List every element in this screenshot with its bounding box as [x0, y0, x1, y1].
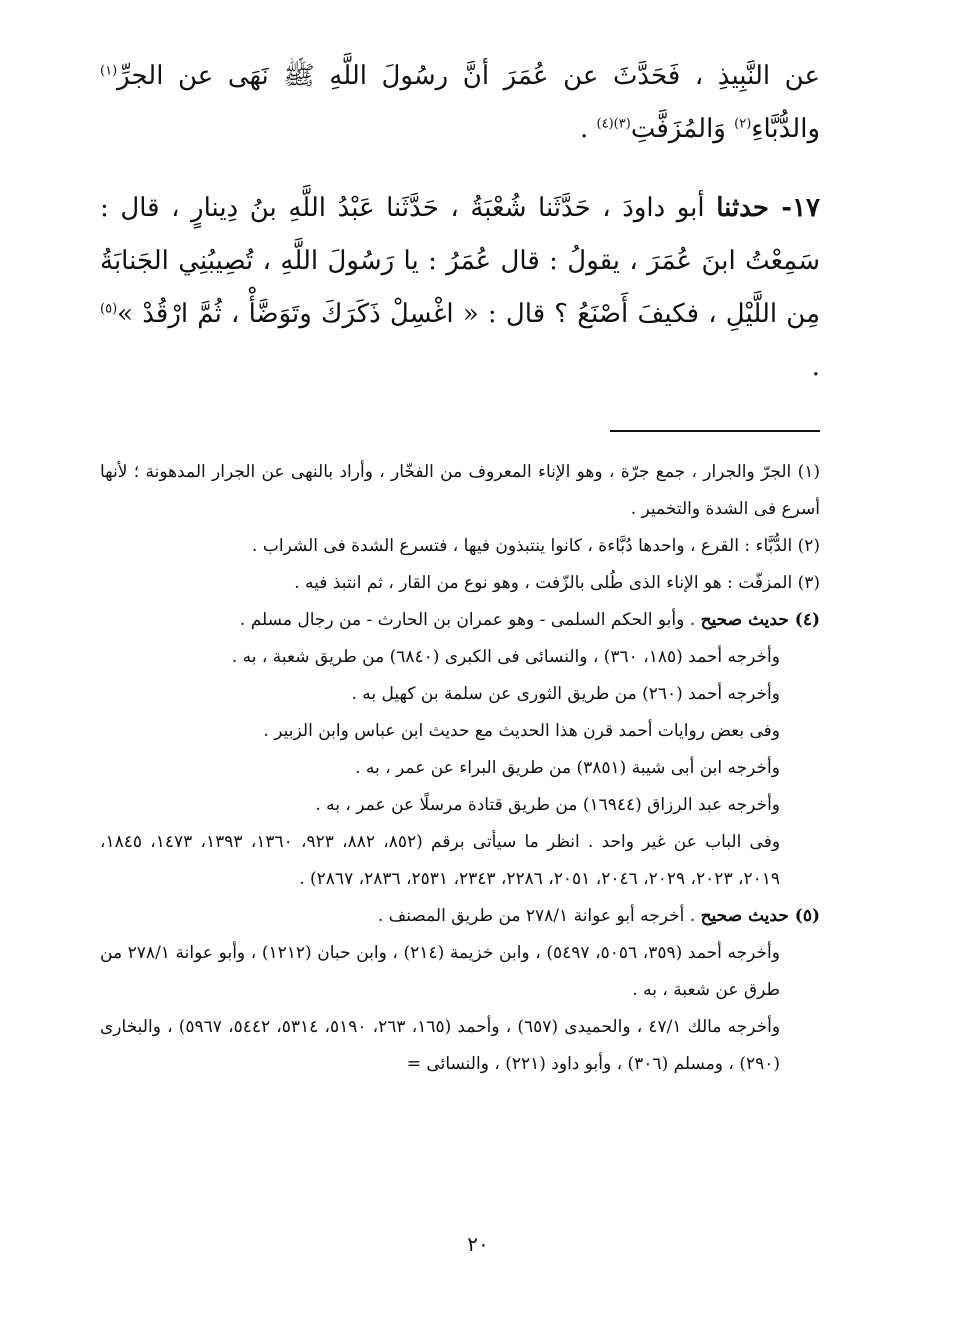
footnote-4-line: وأخرجه أحمد (١٨٥، ٣٦٠) ، والنسائى فى الكبرى (٦٨٤٠) من طريق شعبة ، به . — [231, 647, 780, 667]
footnote-5-line: وأخرجه أحمد (٣٥٩، ٥٠٥٦، ٥٤٩٧) ، وابن خزيمة (٢١٤) ، وابن حبان (١٢١٢) ، وأبو عوانة ٢٧٨/١ من طرق عن شعبة ، به . — [100, 943, 780, 1000]
footnote-4-line: وأخرجه أحمد (٢٦٠) من طريق الثورى عن سلمة بن كهيل به . — [351, 684, 780, 704]
main-text-segment: . — [811, 352, 820, 382]
footnote-text: . أخرجه أبو عوانة ٢٧٨/١ من طريق المصنف . — [377, 906, 701, 926]
footnote-4-line: وفى الباب عن غير واحد . انظر ما سيأتى برقم (٨٥٢، ٨٨٢، ٩٢٣، ١٣٦٠، ١٣٩٣، ١٤٧٣، ١٨٤٥، ٢٠١٩، ٢٠٢٣، ٢٠٢٩، ٢٠٤٦، ٢٠٥١، ٢٢٨٦، ٢٣٤٣، ٢٥٣١، ٢٨٣٦، ٢٨٦٧) . — [100, 832, 781, 889]
main-text-segment: أبو داودَ ، حَدَّثَنا شُعْبَةُ ، حَدَّثَنا عَبْدُ اللَّهِ بنُ دِينارٍ ، قال : سَمِعْتُ ابنَ عُمَرَ ، يقولُ : قال عُمَرُ : يا رَسُولَ اللَّهِ ، تُصِيبُنِي الجَنابَةُ مِن اللَّيْلِ ، فكيفَ أَصْنَعُ ؟ قال : « اغْسِلْ ذَكَرَكَ وتَوَضَّأْ ، ثُمَّ ارْقُدْ » — [100, 193, 820, 329]
footnote-grade: (٥) حديث صحيح — [700, 906, 820, 926]
footnote-5 — [100, 898, 820, 935]
main-paragraph-2 — [100, 182, 820, 394]
footnote-ref[interactable]: (٢) — [734, 116, 752, 132]
footnotes — [100, 454, 820, 1083]
hadith-number: ١٧- حدثنا — [716, 193, 820, 223]
footnote-text: . وأبو الحكم السلمى - وهو عمران بن الحارث - من رجال مسلم . — [239, 610, 701, 630]
main-text-segment: . — [580, 114, 597, 144]
footnote-ref[interactable]: (٥) — [100, 301, 118, 317]
footnote-grade: (٤) حديث صحيح — [700, 610, 820, 630]
footnote-ref[interactable]: (١) — [100, 63, 118, 79]
main-text-segment: والدُّبَّاءِ — [751, 114, 820, 144]
footnote-divider — [610, 430, 820, 432]
footnote-5-line: وأخرجه مالك ٤٧/١ ، والحميدى (٦٥٧) ، وأحمد (١٦٥، ٢٦٣، ٥١٩٠، ٥٣١٤، ٥٤٤٢، ٥٩٦٧) ، والبخارى (٢٩٠) ، ومسلم (٣٠٦) ، وأبو داود (٢٢١) ، والنسائى = — [100, 1017, 781, 1074]
footnote-ref[interactable]: (٣)(٤) — [596, 116, 631, 132]
footnote-4 — [100, 602, 820, 639]
main-text-segment: عن النَّبِيذِ ، فَحَدَّثَ عن عُمَرَ أنَّ رسُولَ اللَّهِ ﷺ نَهَى عن الجرِّ — [117, 61, 820, 91]
page-body — [100, 50, 820, 1083]
footnote-4-line: وفى بعض روايات أحمد قرن هذا الحديث مع حديث ابن عباس وابن الزبير . — [263, 721, 780, 741]
footnote-4-line: وأخرجه عبد الرزاق (١٦٩٤٤) من طريق قتادة مرسلًا عن عمر ، به . — [315, 795, 780, 815]
footnote-3: (٣) المزفّت : هو الإناء الذى طُلى بالزّفت ، وهو نوع من القار ، ثم انتبذ فيه . — [294, 573, 820, 593]
main-text-segment: وَالمُزَفَّتِ — [630, 114, 735, 144]
main-paragraph-1 — [100, 50, 820, 156]
footnote-1: (١) الجرّ والجرار ، جمع جرّة ، وهو الإناء المعروف من الفخّار ، وأراد بالنهى عن الجرار المدهونة ؛ لأنها أسرع فى الشدة والتخمير . — [100, 462, 820, 519]
footnote-4-line: وأخرجه ابن أبى شيبة (٣٨٥١) من طريق البراء عن عمر ، به . — [355, 758, 780, 778]
footnote-2: (٢) الدُّبَّاء : القرع ، واحدها دُبَّاءة ، كانوا ينتبذون فيها ، فتسرع الشدة فى الشراب . — [252, 536, 820, 556]
page-number: ٢٠ — [467, 1232, 489, 1256]
